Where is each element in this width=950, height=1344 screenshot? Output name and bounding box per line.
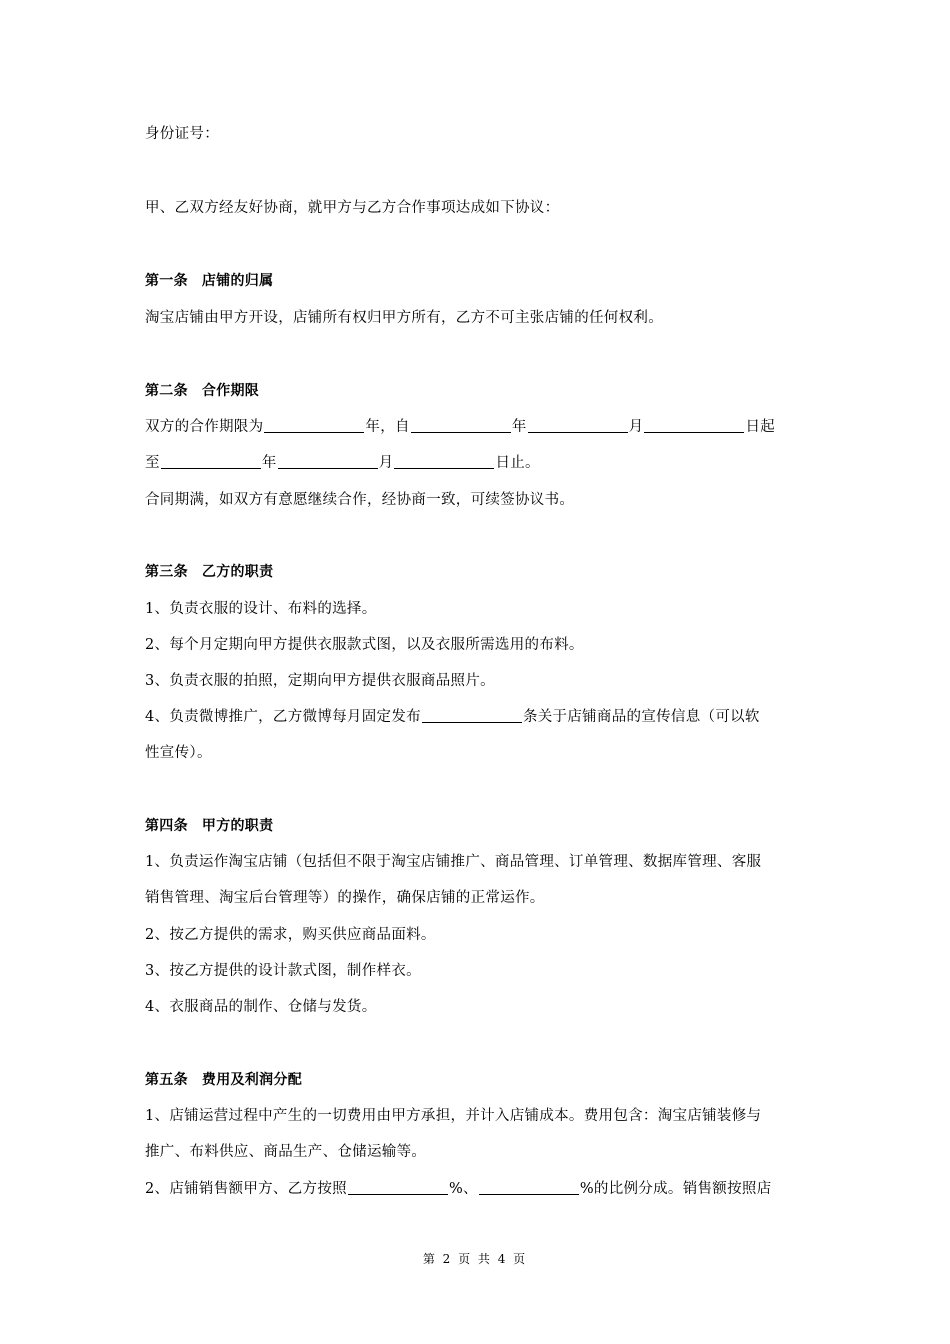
duty-4-text-a: 4、负责微博推广，乙方微博每月固定发布: [145, 709, 421, 725]
page-footer: 第 2 页 共 4 页: [422, 1252, 528, 1266]
party-b-duty-3: 3、负责衣服的拍照，定期向甲方提供衣服商品照片。: [145, 673, 495, 689]
article-2-heading: [145, 379, 815, 403]
term-line-1: [145, 415, 815, 439]
article-4-heading: [145, 814, 815, 838]
party-b-duty-1: 1、负责衣服的设计、布料的选择。: [145, 601, 377, 617]
term-text-d: 月: [628, 419, 644, 435]
term-line-2: [145, 451, 815, 475]
cost-clause-1-cont: 推广、布料供应、商品生产、仓储运输等。: [145, 1144, 427, 1160]
end-day-blank[interactable]: [394, 452, 494, 469]
party-b-duty-4: [145, 705, 815, 729]
party-a-duty-2: 2、按乙方提供的需求，购买供应商品面料。: [145, 927, 436, 943]
party-b-duty-4-cont: 性宣传）。: [145, 745, 212, 761]
share-text-c: %的比例分成。销售额按照店: [579, 1181, 772, 1197]
party-b-percent-blank[interactable]: [479, 1178, 579, 1195]
duty-4-text-b: 条关于店铺商品的宣传信息（可以软: [522, 709, 760, 725]
term-years-blank[interactable]: [264, 416, 364, 433]
article-1-heading: [145, 269, 815, 293]
article-5-title: 费用及利润分配: [201, 1072, 303, 1088]
article-1-paragraph: 淘宝店铺由甲方开设，店铺所有权归甲方所有，乙方不可主张店铺的任何权利。: [145, 310, 663, 326]
party-a-duty-3: 3、按乙方提供的设计款式图，制作样衣。: [145, 963, 421, 979]
start-day-blank[interactable]: [644, 416, 744, 433]
weibo-posts-blank[interactable]: [422, 706, 522, 723]
article-1-number: 第一条: [145, 273, 188, 289]
share-text-a: 2、店铺销售额甲方、乙方按照: [145, 1181, 347, 1197]
article-2-title: 合作期限: [201, 383, 260, 399]
article-3-heading: [145, 560, 815, 584]
end-month-blank[interactable]: [278, 452, 378, 469]
article-4-number: 第四条: [145, 818, 188, 834]
start-month-blank[interactable]: [528, 416, 628, 433]
party-b-duty-2: 2、每个月定期向甲方提供衣服款式图，以及衣服所需选用的布料。: [145, 637, 584, 653]
start-year-blank[interactable]: [411, 416, 511, 433]
article-3-number: 第三条: [145, 564, 188, 580]
profit-share-clause: [145, 1177, 815, 1201]
intro-paragraph: 甲、乙双方经友好协商，就甲方与乙方合作事项达成如下协议：: [145, 200, 560, 216]
party-a-duty-1-cont: 销售管理、淘宝后台管理等）的操作，确保店铺的正常运作。: [145, 890, 545, 906]
renewal-paragraph: 合同期满，如双方有意愿继续合作，经协商一致，可续签协议书。: [145, 492, 575, 508]
id-number-line: 身份证号：: [145, 126, 219, 142]
end-year-blank[interactable]: [161, 452, 261, 469]
article-5-heading: [145, 1068, 815, 1092]
term-end-text-b: 年: [261, 455, 277, 471]
party-a-duty-4: 4、衣服商品的制作、仓储与发货。: [145, 999, 377, 1015]
term-text-e: 日起: [745, 419, 776, 435]
term-text-b: 年，自: [365, 419, 410, 435]
term-text-a: 双方的合作期限为: [145, 419, 264, 435]
article-4-title: 甲方的职责: [201, 818, 274, 834]
article-2-number: 第二条: [145, 383, 188, 399]
party-a-duty-1: 1、负责运作淘宝店铺（包括但不限于淘宝店铺推广、商品管理、订单管理、数据库管理、客服: [145, 854, 762, 870]
article-1-title: 店铺的归属: [201, 273, 274, 289]
party-a-percent-blank[interactable]: [348, 1178, 448, 1195]
term-end-text-c: 月: [378, 455, 394, 471]
term-end-text-d: 日止。: [495, 455, 540, 471]
cost-clause-1: 1、店铺运营过程中产生的一切费用由甲方承担，并计入店铺成本。费用包含：淘宝店铺装修与: [145, 1108, 762, 1124]
article-3-title: 乙方的职责: [201, 564, 274, 580]
term-text-c: 年: [511, 419, 527, 435]
article-5-number: 第五条: [145, 1072, 188, 1088]
share-text-b: %、: [448, 1181, 478, 1197]
term-end-text-a: 至: [145, 455, 160, 471]
